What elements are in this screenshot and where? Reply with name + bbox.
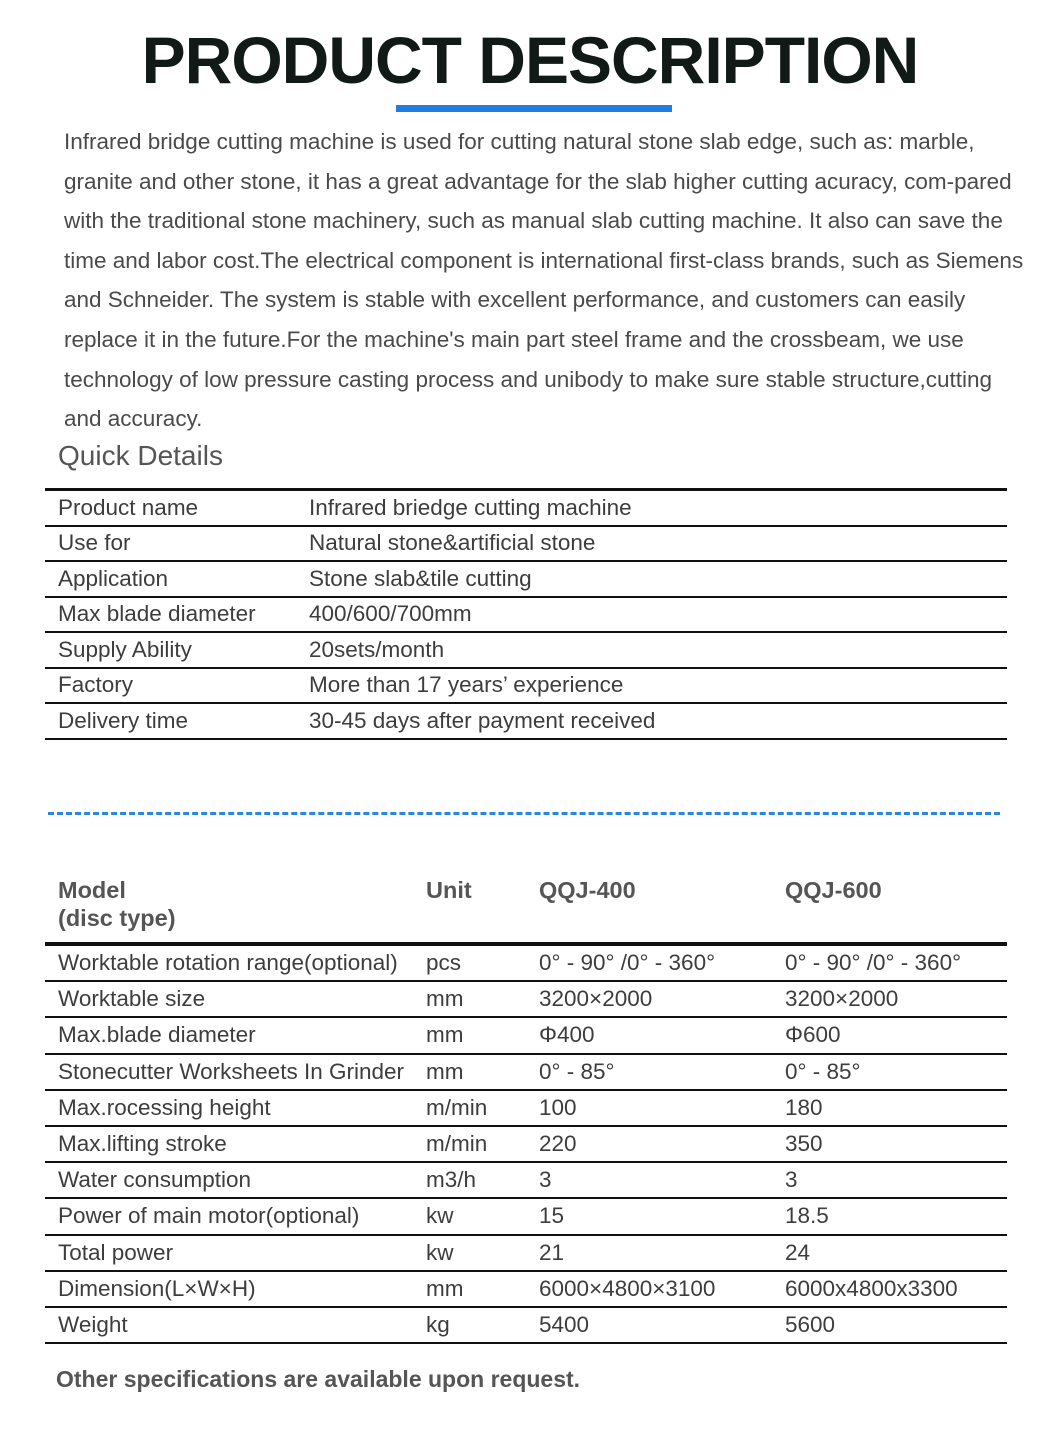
- quick-details-value: 20sets/month: [296, 632, 1007, 668]
- quick-details-row: [45, 703, 1007, 739]
- spec-unit: mm: [413, 981, 526, 1017]
- spec-row: [45, 1126, 1007, 1162]
- spec-param: Max.rocessing height: [45, 1090, 413, 1126]
- quick-details-key: Max blade diameter: [45, 597, 296, 633]
- quick-details-key: Use for: [45, 526, 296, 562]
- spec-unit: kw: [413, 1235, 526, 1271]
- spec-unit: mm: [413, 1017, 526, 1053]
- header-unit: Unit: [413, 870, 526, 944]
- spec-row: [45, 1198, 1007, 1234]
- quick-details-value: 30-45 days after payment received: [296, 703, 1007, 739]
- quick-details-value: More than 17 years’ experience: [296, 668, 1007, 704]
- quick-details-row: [45, 526, 1007, 562]
- spec-param: Power of main motor(optional): [45, 1198, 413, 1234]
- quick-details-row: [45, 597, 1007, 633]
- quick-details-row: [45, 668, 1007, 704]
- spec-row: [45, 1054, 1007, 1090]
- spec-value-qqj-400: 3200×2000: [526, 981, 772, 1017]
- spec-unit: m/min: [413, 1126, 526, 1162]
- spec-param: Worktable rotation range(optional): [45, 944, 413, 981]
- dashed-divider: [48, 812, 1000, 815]
- spec-unit: mm: [413, 1054, 526, 1090]
- quick-details-row: [45, 490, 1007, 526]
- quick-details-title: Quick Details: [58, 440, 223, 471]
- quick-details-key: Product name: [45, 490, 296, 526]
- intro-paragraph: Infrared bridge cutting machine is used for cutting natural stone slab edge, such as: marble, granite and other stone, it has a great advantage for the slab higher cutting acuracy, com-pared with the traditional stone machinery, such as manual slab cutting machine. It also can save the time and labor cost.The electrical component is international first-class brands, such as Siemens and Schneider. The system is stable with excellent performance, and customers can easily replace it in the future.For the machine's main part steel frame and the crossbeam, we use technology of low pressure casting process and unibody to make sure stable structure,cutting and accuracy.: [64, 129, 1024, 432]
- quick-details-key: Factory: [45, 668, 296, 704]
- spec-row: [45, 1235, 1007, 1271]
- spec-table: [45, 870, 1007, 1344]
- spec-value-qqj-400: 0° - 90° /0° - 360°: [526, 944, 772, 981]
- quick-details-value: 400/600/700mm: [296, 597, 1007, 633]
- spec-value-qqj-600: 0° - 90° /0° - 360°: [772, 944, 1007, 981]
- spec-row: [45, 1162, 1007, 1198]
- quick-details-value: Stone slab&tile cutting: [296, 561, 1007, 597]
- quick-details-row: [45, 632, 1007, 668]
- spec-value-qqj-600: 6000x4800x3300: [772, 1271, 1007, 1307]
- spec-value-qqj-600: 18.5: [772, 1198, 1007, 1234]
- spec-value-qqj-600: 3200×2000: [772, 981, 1007, 1017]
- spec-row: [45, 1271, 1007, 1307]
- spec-value-qqj-400: 15: [526, 1198, 772, 1234]
- spec-param: Max.blade diameter: [45, 1017, 413, 1053]
- spec-value-qqj-400: Φ400: [526, 1017, 772, 1053]
- page-title: PRODUCT DESCRIPTION: [141, 23, 919, 97]
- header-model-line1: Model: [58, 877, 126, 903]
- spec-unit: m/min: [413, 1090, 526, 1126]
- spec-value-qqj-600: 5600: [772, 1307, 1007, 1343]
- spec-row: [45, 981, 1007, 1017]
- spec-row: [45, 1307, 1007, 1343]
- quick-details-table: [45, 488, 1007, 740]
- header-qqj-400: QQJ-400: [526, 870, 772, 944]
- spec-param: Total power: [45, 1235, 413, 1271]
- quick-details-value: Infrared briedge cutting machine: [296, 490, 1007, 526]
- spec-value-qqj-600: 24: [772, 1235, 1007, 1271]
- spec-param: Max.lifting stroke: [45, 1126, 413, 1162]
- spec-param: Water consumption: [45, 1162, 413, 1198]
- spec-value-qqj-600: 0° - 85°: [772, 1054, 1007, 1090]
- spec-unit: kg: [413, 1307, 526, 1343]
- spec-value-qqj-400: 3: [526, 1162, 772, 1198]
- spec-unit: pcs: [413, 944, 526, 981]
- spec-value-qqj-400: 100: [526, 1090, 772, 1126]
- header-model-line2: (disc type): [58, 905, 176, 931]
- spec-value-qqj-400: 21: [526, 1235, 772, 1271]
- quick-details-value: Natural stone&artificial stone: [296, 526, 1007, 562]
- footer-note: Other specifications are available upon request.: [56, 1366, 581, 1392]
- spec-row: [45, 1017, 1007, 1053]
- spec-value-qqj-600: 350: [772, 1126, 1007, 1162]
- spec-value-qqj-600: Φ600: [772, 1017, 1007, 1053]
- spec-value-qqj-400: 5400: [526, 1307, 772, 1343]
- spec-value-qqj-400: 6000×4800×3100: [526, 1271, 772, 1307]
- quick-details-key: Delivery time: [45, 703, 296, 739]
- spec-param: Dimension(L×W×H): [45, 1271, 413, 1307]
- title-underline: [396, 105, 672, 112]
- header-model: [45, 870, 413, 944]
- spec-unit: kw: [413, 1198, 526, 1234]
- spec-value-qqj-400: 220: [526, 1126, 772, 1162]
- spec-value-qqj-400: 0° - 85°: [526, 1054, 772, 1090]
- quick-details-row: [45, 561, 1007, 597]
- spec-param: Weight: [45, 1307, 413, 1343]
- spec-unit: mm: [413, 1271, 526, 1307]
- spec-param: Worktable size: [45, 981, 413, 1017]
- quick-details-key: Application: [45, 561, 296, 597]
- spec-unit: m3/h: [413, 1162, 526, 1198]
- quick-details-key: Supply Ability: [45, 632, 296, 668]
- spec-header-row: [45, 870, 1007, 944]
- spec-row: [45, 944, 1007, 981]
- spec-row: [45, 1090, 1007, 1126]
- header-qqj-600: QQJ-600: [772, 870, 1007, 944]
- spec-value-qqj-600: 180: [772, 1090, 1007, 1126]
- spec-value-qqj-600: 3: [772, 1162, 1007, 1198]
- spec-param: Stonecutter Worksheets In Grinder: [45, 1054, 413, 1090]
